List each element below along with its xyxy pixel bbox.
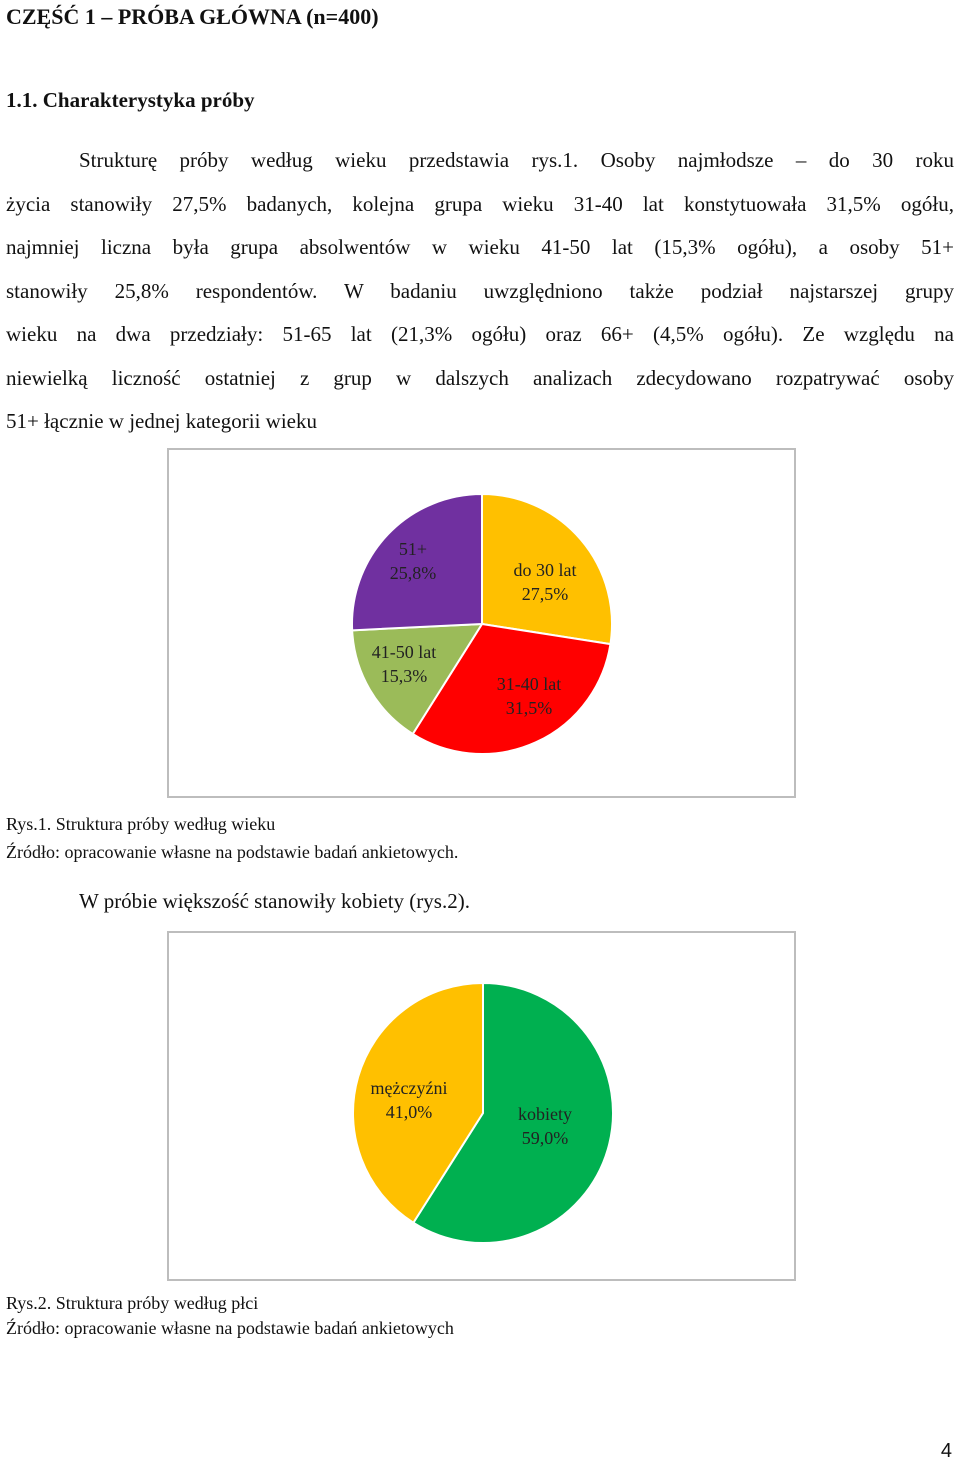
pie-label-value: 15,3%	[380, 666, 428, 686]
paragraph-line: stanowiły 25,8% respondentów. W badaniu uwzględniono także podział najstarszej grupy	[6, 279, 954, 303]
pie-label-category: 31-40 lat	[496, 674, 562, 694]
age-pie-svg	[169, 450, 794, 796]
page-number: 4	[940, 1440, 952, 1462]
paragraph-line: najmniej liczna była grupa absolwentów w wieku 41-50 lat (15,3% ogółu), a osoby 51+	[6, 235, 954, 259]
figure1-source: Źródło: opracowanie własne na podstawie badań ankietowych.	[6, 842, 459, 862]
section-heading: CZĘŚĆ 1 – PRÓBA GŁÓWNA (n=400)	[6, 4, 379, 29]
paragraph-line: życia stanowiły 27,5% badanych, kolejna grupa wieku 31-40 lat konstytuowała 31,5% ogółu,	[6, 192, 954, 216]
paragraph-line: Strukturę próby według wieku przedstawia rys.1. Osoby najmłodsze – do 30 roku	[79, 148, 954, 172]
pie-label-category: do 30 lat	[513, 560, 577, 580]
pie-label-value: 27,5%	[521, 584, 569, 604]
paragraph-line: wieku na dwa przedziały: 51-65 lat (21,3% ogółu) oraz 66+ (4,5% ogółu). Ze względu na	[6, 322, 954, 346]
gender-pie-chart	[167, 931, 796, 1281]
age-pie-chart	[167, 448, 796, 798]
paragraph-line: niewielką liczność ostatniej z grup w dalszych analizach zdecydowano rozpatrywać osoby	[6, 366, 954, 390]
paragraph-line: 51+ łącznie w jednej kategorii wieku	[6, 409, 317, 433]
gender-pie-svg	[169, 933, 794, 1279]
subsection-heading: 1.1. Charakterystyka próby	[6, 88, 255, 112]
pie-label-value: 59,0%	[521, 1128, 569, 1148]
pie-label-category: mężczyźni	[370, 1078, 448, 1098]
figure2-source: Źródło: opracowanie własne na podstawie badań ankietowych	[6, 1318, 454, 1338]
paragraph-gender: W próbie większość stanowiły kobiety (rys.2).	[79, 889, 470, 913]
figure1-caption: Rys.1. Struktura próby według wieku	[6, 814, 276, 834]
pie-label-value: 41,0%	[385, 1102, 433, 1122]
pie-label-value: 31,5%	[505, 698, 553, 718]
pie-label-category: 51+	[398, 539, 428, 559]
figure2-caption: Rys.2. Struktura próby według płci	[6, 1293, 259, 1313]
pie-label-category: kobiety	[518, 1104, 572, 1124]
pie-label-value: 25,8%	[389, 563, 437, 583]
pie-label-category: 41-50 lat	[371, 642, 437, 662]
